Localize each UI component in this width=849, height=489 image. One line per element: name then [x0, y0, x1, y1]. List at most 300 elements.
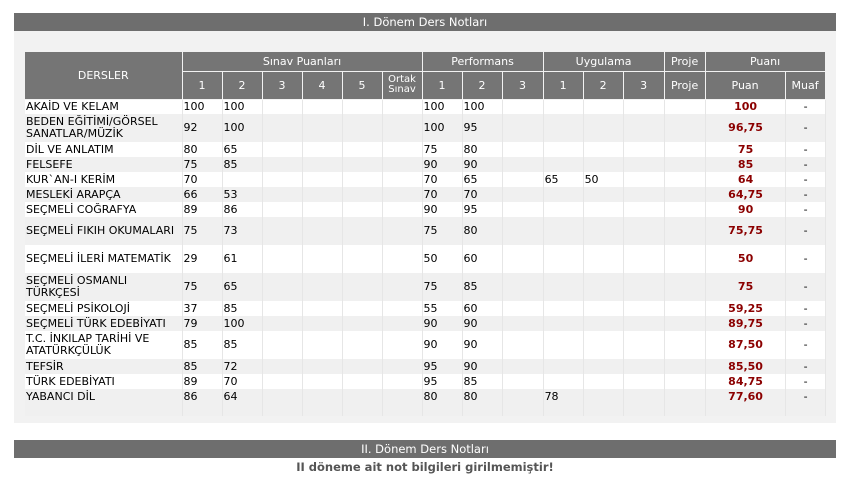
- table-row: [25, 99, 825, 114]
- exam-score-cell: [342, 331, 382, 359]
- final-score-cell: 84,75: [705, 374, 785, 389]
- col-app-1: 1: [543, 71, 583, 99]
- performance-score-cell: 70: [422, 172, 462, 187]
- exam-score-cell: [342, 99, 382, 114]
- exam-score-cell: [342, 202, 382, 217]
- application-score-cell: [623, 245, 664, 273]
- exam-score-cell: [382, 301, 422, 316]
- spacer-cell: [623, 404, 664, 416]
- performance-score-cell: [502, 157, 543, 172]
- spacer-cell: [664, 404, 705, 416]
- performance-score-cell: 80: [462, 217, 502, 245]
- lesson-name-cell: AKAİD VE KELAM: [25, 99, 182, 114]
- exam-score-cell: [262, 187, 302, 202]
- project-score-cell: [664, 187, 705, 202]
- exam-score-cell: [262, 245, 302, 273]
- application-score-cell: [583, 359, 623, 374]
- exam-score-cell: [262, 142, 302, 157]
- performance-score-cell: 95: [422, 359, 462, 374]
- col-score: Puan: [705, 71, 785, 99]
- exam-score-cell: [302, 301, 342, 316]
- exam-score-cell: [262, 374, 302, 389]
- final-score-cell: 59,25: [705, 301, 785, 316]
- exam-score-cell: [382, 217, 422, 245]
- lesson-name-cell: SEÇMELİ FIKIH OKUMALARI: [25, 217, 182, 245]
- exempt-cell: -: [785, 99, 825, 114]
- performance-score-cell: [502, 273, 543, 301]
- exam-score-cell: 89: [182, 202, 222, 217]
- lesson-name-cell: T.C. İNKILAP TARİHİ VE ATATÜRKÇÜLÜK: [25, 331, 182, 359]
- exempt-cell: -: [785, 187, 825, 202]
- grades-body: [25, 99, 825, 416]
- exam-score-cell: 85: [182, 359, 222, 374]
- exempt-cell: -: [785, 389, 825, 404]
- exempt-cell: -: [785, 217, 825, 245]
- performance-score-cell: [502, 359, 543, 374]
- exam-score-cell: [382, 157, 422, 172]
- exam-score-cell: [342, 142, 382, 157]
- final-score-cell: 90: [705, 202, 785, 217]
- performance-score-cell: [502, 172, 543, 187]
- exam-score-cell: [222, 172, 262, 187]
- performance-score-cell: 90: [462, 157, 502, 172]
- application-score-cell: [583, 374, 623, 389]
- performance-score-cell: 90: [422, 316, 462, 331]
- exam-score-cell: [262, 157, 302, 172]
- performance-score-cell: 80: [422, 389, 462, 404]
- exam-score-cell: [342, 245, 382, 273]
- exempt-cell: -: [785, 374, 825, 389]
- exam-score-cell: [342, 316, 382, 331]
- col-exam-3: 3: [262, 71, 302, 99]
- lesson-name-cell: SEÇMELİ TÜRK EDEBİYATI: [25, 316, 182, 331]
- project-score-cell: [664, 114, 705, 142]
- col-group-score: Puanı: [705, 52, 825, 71]
- final-score-cell: 85: [705, 157, 785, 172]
- table-row: [25, 359, 825, 374]
- exam-score-cell: [262, 389, 302, 404]
- exam-score-cell: 100: [222, 316, 262, 331]
- spacer-cell: [382, 404, 422, 416]
- exam-score-cell: [262, 172, 302, 187]
- application-score-cell: [543, 217, 583, 245]
- exam-score-cell: 75: [182, 217, 222, 245]
- spacer-cell: [25, 404, 182, 416]
- performance-score-cell: [502, 217, 543, 245]
- exam-score-cell: [342, 389, 382, 404]
- application-score-cell: [543, 359, 583, 374]
- spacer-cell: [262, 404, 302, 416]
- exam-score-cell: [302, 245, 342, 273]
- performance-score-cell: 90: [422, 157, 462, 172]
- exam-score-cell: [262, 99, 302, 114]
- exam-score-cell: [382, 202, 422, 217]
- application-score-cell: [543, 245, 583, 273]
- exempt-cell: -: [785, 301, 825, 316]
- exam-score-cell: [302, 99, 342, 114]
- exam-score-cell: 100: [222, 114, 262, 142]
- exam-score-cell: 75: [182, 273, 222, 301]
- lesson-name-cell: DİL VE ANLATIM: [25, 142, 182, 157]
- exempt-cell: -: [785, 142, 825, 157]
- performance-score-cell: 55: [422, 301, 462, 316]
- exam-score-cell: 29: [182, 245, 222, 273]
- exam-score-cell: 85: [222, 301, 262, 316]
- application-score-cell: [623, 331, 664, 359]
- application-score-cell: [543, 157, 583, 172]
- lesson-name-cell: YABANCI DİL: [25, 389, 182, 404]
- exam-score-cell: [262, 359, 302, 374]
- exam-score-cell: 65: [222, 142, 262, 157]
- performance-score-cell: [502, 301, 543, 316]
- performance-score-cell: 90: [422, 331, 462, 359]
- exam-score-cell: 80: [182, 142, 222, 157]
- exam-score-cell: [302, 331, 342, 359]
- exam-score-cell: [382, 187, 422, 202]
- exempt-cell: -: [785, 114, 825, 142]
- exam-score-cell: [342, 187, 382, 202]
- application-score-cell: [583, 217, 623, 245]
- col-perf-1: 1: [422, 71, 462, 99]
- term1-title: I. Dönem Ders Notları: [14, 13, 836, 31]
- lesson-name-cell: TEFSİR: [25, 359, 182, 374]
- project-score-cell: [664, 374, 705, 389]
- exam-score-cell: [302, 374, 342, 389]
- exam-score-cell: [302, 187, 342, 202]
- application-score-cell: [583, 142, 623, 157]
- lesson-name-cell: MESLEKİ ARAPÇA: [25, 187, 182, 202]
- term2-title: II. Dönem Ders Notları: [14, 440, 836, 458]
- application-score-cell: [583, 157, 623, 172]
- application-score-cell: [623, 273, 664, 301]
- col-exam-common: Ortak Sınav: [382, 71, 422, 99]
- exam-score-cell: [302, 202, 342, 217]
- project-score-cell: [664, 142, 705, 157]
- application-score-cell: [583, 273, 623, 301]
- exam-score-cell: 100: [182, 99, 222, 114]
- exempt-cell: -: [785, 172, 825, 187]
- performance-score-cell: [502, 316, 543, 331]
- term1-panel: [14, 31, 836, 423]
- performance-score-cell: 60: [462, 245, 502, 273]
- performance-score-cell: 95: [462, 114, 502, 142]
- table-row: [25, 301, 825, 316]
- col-perf-3: 3: [502, 71, 543, 99]
- application-score-cell: [623, 359, 664, 374]
- lesson-name-cell: FELSEFE: [25, 157, 182, 172]
- application-score-cell: [623, 301, 664, 316]
- table-row: [25, 316, 825, 331]
- performance-score-cell: 70: [462, 187, 502, 202]
- spacer-cell: [785, 404, 825, 416]
- exam-score-cell: [262, 217, 302, 245]
- spacer-cell: [502, 404, 543, 416]
- exam-score-cell: [382, 273, 422, 301]
- lesson-name-cell: SEÇMELİ COĞRAFYA: [25, 202, 182, 217]
- performance-score-cell: 75: [422, 217, 462, 245]
- exempt-cell: -: [785, 316, 825, 331]
- final-score-cell: 75: [705, 142, 785, 157]
- spacer-cell: [182, 404, 222, 416]
- project-score-cell: [664, 273, 705, 301]
- table-row: [25, 172, 825, 187]
- exam-score-cell: [342, 359, 382, 374]
- col-exam-5: 5: [342, 71, 382, 99]
- performance-score-cell: 75: [422, 273, 462, 301]
- application-score-cell: [623, 316, 664, 331]
- table-row: [25, 374, 825, 389]
- performance-score-cell: [502, 374, 543, 389]
- spacer-cell: [302, 404, 342, 416]
- exam-score-cell: [342, 301, 382, 316]
- lesson-name-cell: SEÇMELİ İLERİ MATEMATİK: [25, 245, 182, 273]
- final-score-cell: 96,75: [705, 114, 785, 142]
- exam-score-cell: [262, 114, 302, 142]
- exam-score-cell: [302, 217, 342, 245]
- exam-score-cell: 64: [222, 389, 262, 404]
- performance-score-cell: 60: [462, 301, 502, 316]
- exam-score-cell: 70: [222, 374, 262, 389]
- col-group-project: Proje: [664, 52, 705, 71]
- exam-score-cell: [342, 273, 382, 301]
- application-score-cell: [583, 301, 623, 316]
- col-exempt: Muaf: [785, 71, 825, 99]
- lesson-name-cell: SEÇMELİ PSİKOLOJİ: [25, 301, 182, 316]
- exam-score-cell: 92: [182, 114, 222, 142]
- application-score-cell: 50: [583, 172, 623, 187]
- application-score-cell: 65: [543, 172, 583, 187]
- performance-score-cell: [502, 389, 543, 404]
- project-score-cell: [664, 99, 705, 114]
- exam-score-cell: 89: [182, 374, 222, 389]
- table-row: [25, 187, 825, 202]
- performance-score-cell: 50: [422, 245, 462, 273]
- project-score-cell: [664, 359, 705, 374]
- table-row: [25, 245, 825, 273]
- col-group-exam: Sınav Puanları: [182, 52, 422, 71]
- application-score-cell: [583, 245, 623, 273]
- table-row: [25, 331, 825, 359]
- application-score-cell: [623, 389, 664, 404]
- col-exam-1: 1: [182, 71, 222, 99]
- performance-score-cell: 90: [462, 359, 502, 374]
- final-score-cell: 75: [705, 273, 785, 301]
- final-score-cell: 100: [705, 99, 785, 114]
- application-score-cell: [623, 114, 664, 142]
- exam-score-cell: [382, 374, 422, 389]
- project-score-cell: [664, 389, 705, 404]
- application-score-cell: [583, 114, 623, 142]
- exam-score-cell: 70: [182, 172, 222, 187]
- lesson-name-cell: BEDEN EĞİTİMİ/GÖRSEL SANATLAR/MÜZİK: [25, 114, 182, 142]
- exam-score-cell: [382, 114, 422, 142]
- performance-score-cell: 90: [462, 316, 502, 331]
- exam-score-cell: 86: [222, 202, 262, 217]
- performance-score-cell: 65: [462, 172, 502, 187]
- application-score-cell: [623, 187, 664, 202]
- col-exam-2: 2: [222, 71, 262, 99]
- application-score-cell: [543, 374, 583, 389]
- final-score-cell: 75,75: [705, 217, 785, 245]
- application-score-cell: [583, 202, 623, 217]
- spacer-cell: [705, 404, 785, 416]
- application-score-cell: [583, 389, 623, 404]
- spacer-cell: [462, 404, 502, 416]
- performance-score-cell: [502, 114, 543, 142]
- exam-score-cell: [302, 142, 342, 157]
- project-score-cell: [664, 157, 705, 172]
- performance-score-cell: 100: [422, 99, 462, 114]
- exam-score-cell: [342, 217, 382, 245]
- exam-score-cell: 53: [222, 187, 262, 202]
- application-score-cell: [543, 301, 583, 316]
- exam-score-cell: [382, 142, 422, 157]
- performance-score-cell: 80: [462, 142, 502, 157]
- performance-score-cell: 90: [422, 202, 462, 217]
- exam-score-cell: 65: [222, 273, 262, 301]
- col-app-2: 2: [583, 71, 623, 99]
- exam-score-cell: [382, 331, 422, 359]
- exam-score-cell: [382, 389, 422, 404]
- spacer-cell: [342, 404, 382, 416]
- table-row: [25, 389, 825, 404]
- final-score-cell: 64: [705, 172, 785, 187]
- final-score-cell: 85,50: [705, 359, 785, 374]
- performance-score-cell: 75: [422, 142, 462, 157]
- application-score-cell: [543, 114, 583, 142]
- performance-score-cell: [502, 202, 543, 217]
- performance-score-cell: 70: [422, 187, 462, 202]
- application-score-cell: [623, 99, 664, 114]
- exam-score-cell: 79: [182, 316, 222, 331]
- lesson-name-cell: TÜRK EDEBİYATI: [25, 374, 182, 389]
- col-group-application: Uygulama: [543, 52, 664, 71]
- exam-score-cell: 37: [182, 301, 222, 316]
- exempt-cell: -: [785, 157, 825, 172]
- exam-score-cell: [262, 301, 302, 316]
- final-score-cell: 89,75: [705, 316, 785, 331]
- table-row: [25, 114, 825, 142]
- project-score-cell: [664, 245, 705, 273]
- performance-score-cell: [502, 245, 543, 273]
- exam-score-cell: 85: [222, 331, 262, 359]
- application-score-cell: [623, 217, 664, 245]
- application-score-cell: [543, 142, 583, 157]
- grades-table: [25, 52, 826, 416]
- application-score-cell: [543, 99, 583, 114]
- term2-empty-message: II döneme ait not bilgileri girilmemiştir!: [296, 460, 554, 474]
- project-score-cell: [664, 172, 705, 187]
- application-score-cell: [583, 331, 623, 359]
- application-score-cell: 78: [543, 389, 583, 404]
- project-score-cell: [664, 316, 705, 331]
- final-score-cell: 87,50: [705, 331, 785, 359]
- project-score-cell: [664, 202, 705, 217]
- application-score-cell: [543, 202, 583, 217]
- performance-score-cell: 85: [462, 374, 502, 389]
- exempt-cell: -: [785, 273, 825, 301]
- application-score-cell: [583, 316, 623, 331]
- exam-score-cell: [382, 172, 422, 187]
- performance-score-cell: [502, 331, 543, 359]
- exam-score-cell: [382, 359, 422, 374]
- exam-score-cell: [262, 316, 302, 331]
- application-score-cell: [543, 316, 583, 331]
- performance-score-cell: [502, 99, 543, 114]
- exam-score-cell: 72: [222, 359, 262, 374]
- exam-score-cell: [302, 359, 342, 374]
- exempt-cell: -: [785, 245, 825, 273]
- exam-score-cell: 85: [182, 331, 222, 359]
- col-project: Proje: [664, 71, 705, 99]
- col-perf-2: 2: [462, 71, 502, 99]
- project-score-cell: [664, 331, 705, 359]
- exam-score-cell: 100: [222, 99, 262, 114]
- exam-score-cell: [342, 114, 382, 142]
- exam-score-cell: [302, 273, 342, 301]
- exam-score-cell: [382, 245, 422, 273]
- final-score-cell: 50: [705, 245, 785, 273]
- application-score-cell: [543, 273, 583, 301]
- spacer-cell: [222, 404, 262, 416]
- table-row: [25, 142, 825, 157]
- spacer-cell: [422, 404, 462, 416]
- project-score-cell: [664, 217, 705, 245]
- table-footer-spacer: [25, 404, 825, 416]
- performance-score-cell: 85: [462, 273, 502, 301]
- exam-score-cell: [302, 157, 342, 172]
- lesson-name-cell: KUR`AN-I KERİM: [25, 172, 182, 187]
- exam-score-cell: 75: [182, 157, 222, 172]
- application-score-cell: [623, 142, 664, 157]
- performance-score-cell: 90: [462, 331, 502, 359]
- exempt-cell: -: [785, 359, 825, 374]
- performance-score-cell: 80: [462, 389, 502, 404]
- exam-score-cell: 86: [182, 389, 222, 404]
- table-row: [25, 202, 825, 217]
- exam-score-cell: 73: [222, 217, 262, 245]
- exam-score-cell: [382, 316, 422, 331]
- col-group-performance: Performans: [422, 52, 543, 71]
- performance-score-cell: 100: [462, 99, 502, 114]
- exam-score-cell: [302, 172, 342, 187]
- exam-score-cell: 61: [222, 245, 262, 273]
- exam-score-cell: [342, 374, 382, 389]
- col-exam-4: 4: [302, 71, 342, 99]
- exempt-cell: -: [785, 331, 825, 359]
- lesson-name-cell: SEÇMELİ OSMANLI TÜRKÇESİ: [25, 273, 182, 301]
- exam-score-cell: [302, 114, 342, 142]
- application-score-cell: [623, 157, 664, 172]
- table-row: [25, 273, 825, 301]
- performance-score-cell: 95: [422, 374, 462, 389]
- performance-score-cell: 95: [462, 202, 502, 217]
- performance-score-cell: [502, 187, 543, 202]
- application-score-cell: [583, 187, 623, 202]
- performance-score-cell: 100: [422, 114, 462, 142]
- table-row: [25, 157, 825, 172]
- project-score-cell: [664, 301, 705, 316]
- exam-score-cell: 85: [222, 157, 262, 172]
- exam-score-cell: [302, 389, 342, 404]
- application-score-cell: [543, 331, 583, 359]
- application-score-cell: [623, 172, 664, 187]
- application-score-cell: [623, 202, 664, 217]
- exam-score-cell: 66: [182, 187, 222, 202]
- final-score-cell: 64,75: [705, 187, 785, 202]
- exam-score-cell: [342, 157, 382, 172]
- col-lessons: DERSLER: [25, 52, 182, 99]
